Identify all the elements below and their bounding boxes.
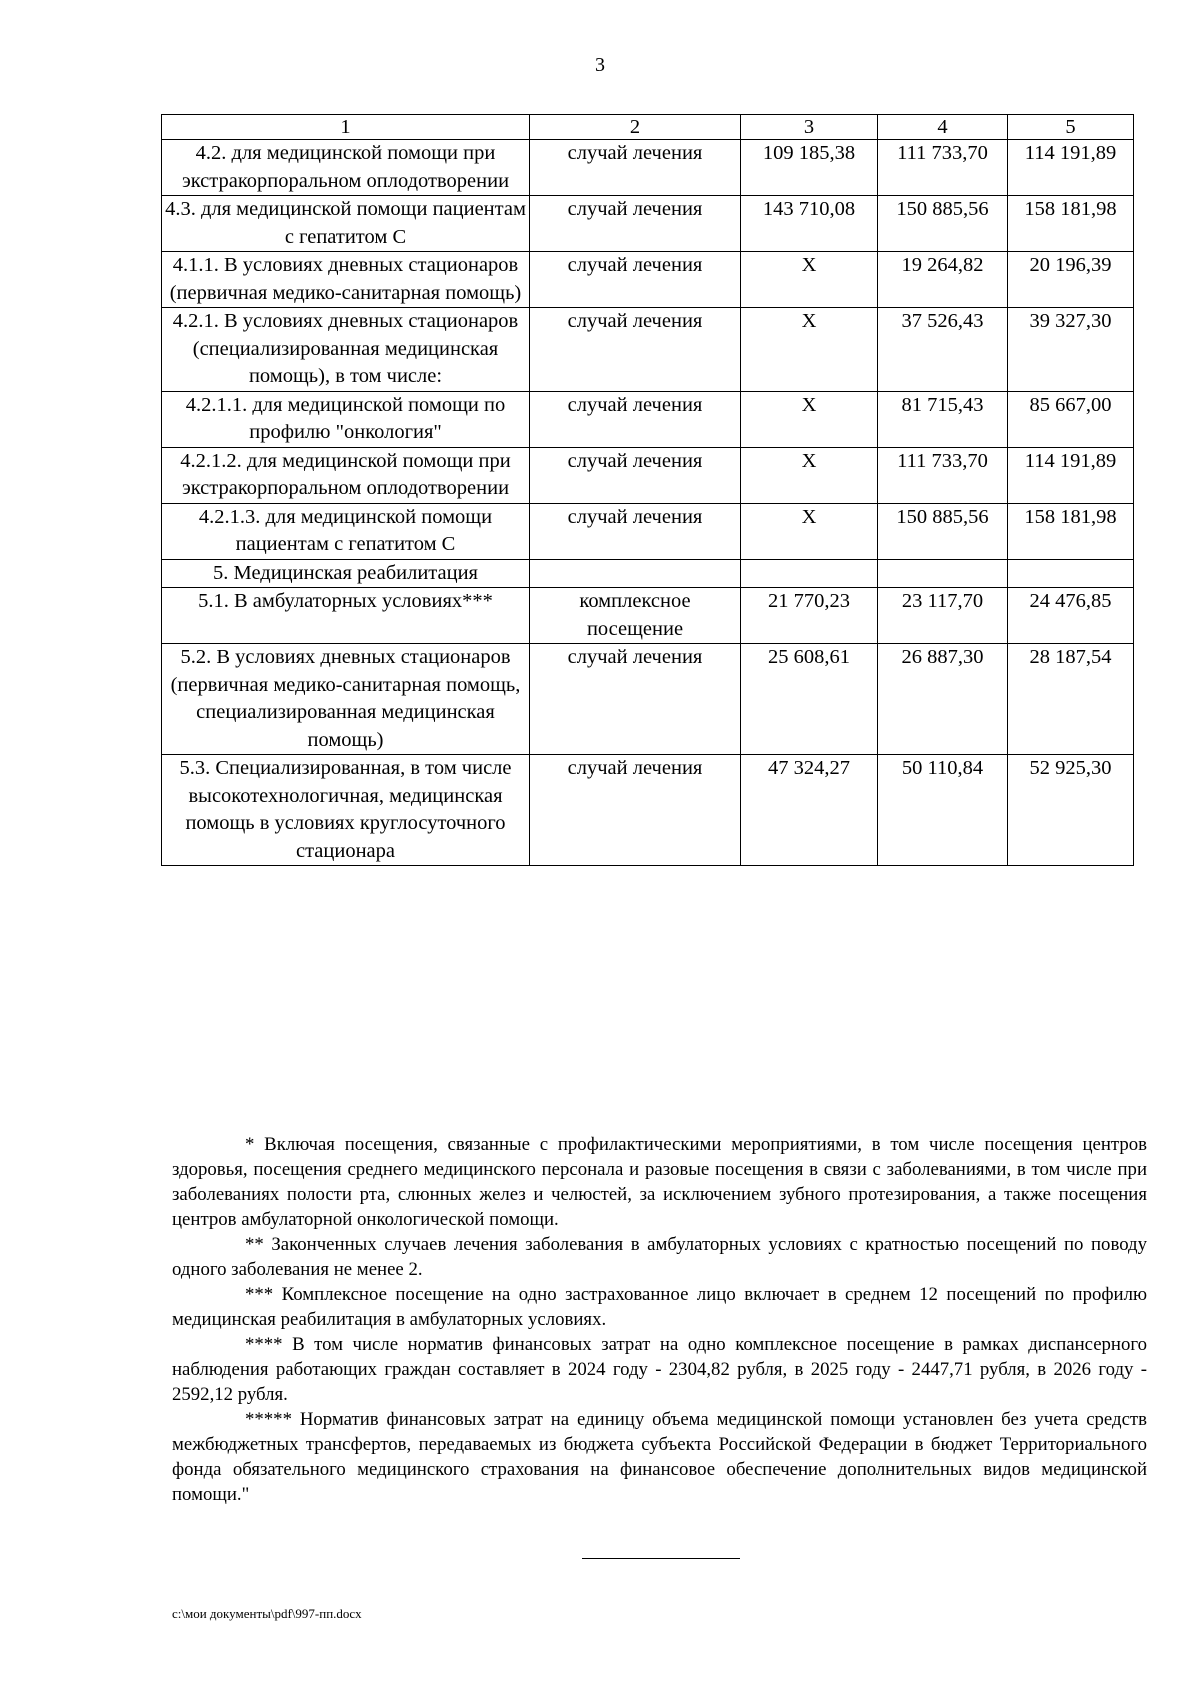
value-cell: 50 110,84 [878,755,1008,866]
unit-cell: случай лечения [530,196,741,252]
value-cell: 24 476,85 [1008,588,1134,644]
row-name-cell: 5. Медицинская реабилитация [162,559,530,588]
cost-norms-table [161,114,1134,866]
value-cell: 19 264,82 [878,252,1008,308]
unit-cell: случай лечения [530,503,741,559]
table-row [162,391,1134,447]
value-cell: 143 710,08 [741,196,878,252]
table-row [162,644,1134,755]
value-cell [741,559,878,588]
file-path: c:\мои документы\pdf\997-пп.docx [172,1606,362,1621]
column-header: 5 [1008,115,1134,140]
value-cell: 114 191,89 [1008,140,1134,196]
table-row [162,588,1134,644]
value-cell [1008,559,1134,588]
column-header: 3 [741,115,878,140]
unit-cell: случай лечения [530,308,741,392]
value-cell: 28 187,54 [1008,644,1134,755]
footnote: *** Комплексное посещение на одно застрахованное лицо включает в среднем 12 посещений по профилю медицинская реабилитация в амбулаторных условиях. [172,1284,1147,1330]
table-row [162,559,1134,588]
value-cell: 109 185,38 [741,140,878,196]
footnote: **** В том числе норматив финансовых затрат на одно комплексное посещение в рамках диспансерного наблюдения работающих граждан составляет в 2024 году - 2304,82 рубля, в 2025 году - 2447,71 рубля, в 2026 году - 2592,12 рубля. [172,1334,1147,1405]
row-name-cell: 4.2. для медицинской помощи при экстракорпоральном оплодотворении [162,140,530,196]
unit-cell: случай лечения [530,391,741,447]
value-cell: 150 885,56 [878,503,1008,559]
footnote: * Включая посещения, связанные с профилактическими мероприятиями, в том числе посещения центров здоровья, посещения среднего медицинского персонала и разовые посещения в связи с заболеваниями, в том числе при заболеваниях полости рта, слюнных желез и челюстей, за исключением зубного протезирования, а также посещения центров амбулаторной онкологической помощи. [172,1134,1147,1230]
value-cell: 52 925,30 [1008,755,1134,866]
table-row [162,755,1134,866]
table-header-row [162,115,1134,140]
unit-cell: случай лечения [530,447,741,503]
column-header: 1 [162,115,530,140]
column-header: 4 [878,115,1008,140]
unit-cell: случай лечения [530,644,741,755]
value-cell: 47 324,27 [741,755,878,866]
unit-cell: случай лечения [530,140,741,196]
row-name-cell: 4.1.1. В условиях дневных стационаров (первичная медико-санитарная помощь) [162,252,530,308]
value-cell: 150 885,56 [878,196,1008,252]
value-cell: Х [741,308,878,392]
value-cell: Х [741,391,878,447]
value-cell: 81 715,43 [878,391,1008,447]
unit-cell: случай лечения [530,252,741,308]
value-cell: 111 733,70 [878,140,1008,196]
row-name-cell: 5.1. В амбулаторных условиях*** [162,588,530,644]
value-cell: 25 608,61 [741,644,878,755]
value-cell: 158 181,98 [1008,196,1134,252]
table-row [162,196,1134,252]
end-divider [582,1558,740,1559]
value-cell: 85 667,00 [1008,391,1134,447]
value-cell: 37 526,43 [878,308,1008,392]
row-name-cell: 4.2.1.2. для медицинской помощи при экстракорпоральном оплодотворении [162,447,530,503]
value-cell [878,559,1008,588]
value-cell: 21 770,23 [741,588,878,644]
value-cell: Х [741,447,878,503]
value-cell: 158 181,98 [1008,503,1134,559]
unit-cell: комплексное посещение [530,588,741,644]
value-cell: 23 117,70 [878,588,1008,644]
value-cell: 114 191,89 [1008,447,1134,503]
unit-cell [530,559,741,588]
value-cell: Х [741,503,878,559]
table-row [162,447,1134,503]
row-name-cell: 4.2.1. В условиях дневных стационаров (специализированная медицинская помощь), в том числе: [162,308,530,392]
row-name-cell: 4.2.1.3. для медицинской помощи пациентам с гепатитом С [162,503,530,559]
table-row [162,503,1134,559]
footnote: ***** Норматив финансовых затрат на единицу объема медицинской помощи установлен без учета средств межбюджетных трансфертов, передаваемых из бюджета субъекта Российской Федерации в бюджет Территориального фонда обязательного медицинского страхования на финансовое обеспечение дополнительных видов медицинской помощи." [172,1409,1147,1505]
row-name-cell: 4.2.1.1. для медицинской помощи по профилю "онкология" [162,391,530,447]
value-cell: Х [741,252,878,308]
row-name-cell: 4.3. для медицинской помощи пациентам с гепатитом С [162,196,530,252]
table-row [162,252,1134,308]
row-name-cell: 5.3. Специализированная, в том числе высокотехнологичная, медицинская помощь в условиях круглосуточного стационара [162,755,530,866]
value-cell: 111 733,70 [878,447,1008,503]
value-cell: 26 887,30 [878,644,1008,755]
value-cell: 20 196,39 [1008,252,1134,308]
page-number: 3 [595,54,605,76]
footnotes [172,1132,1147,1507]
value-cell: 39 327,30 [1008,308,1134,392]
footnote: ** Законченных случаев лечения заболевания в амбулаторных условиях с кратностью посещений по поводу одного заболевания не менее 2. [172,1234,1147,1280]
row-name-cell: 5.2. В условиях дневных стационаров (первичная медико-санитарная помощь, специализированная медицинская помощь) [162,644,530,755]
unit-cell: случай лечения [530,755,741,866]
column-header: 2 [530,115,741,140]
table-row [162,308,1134,392]
table-row [162,140,1134,196]
